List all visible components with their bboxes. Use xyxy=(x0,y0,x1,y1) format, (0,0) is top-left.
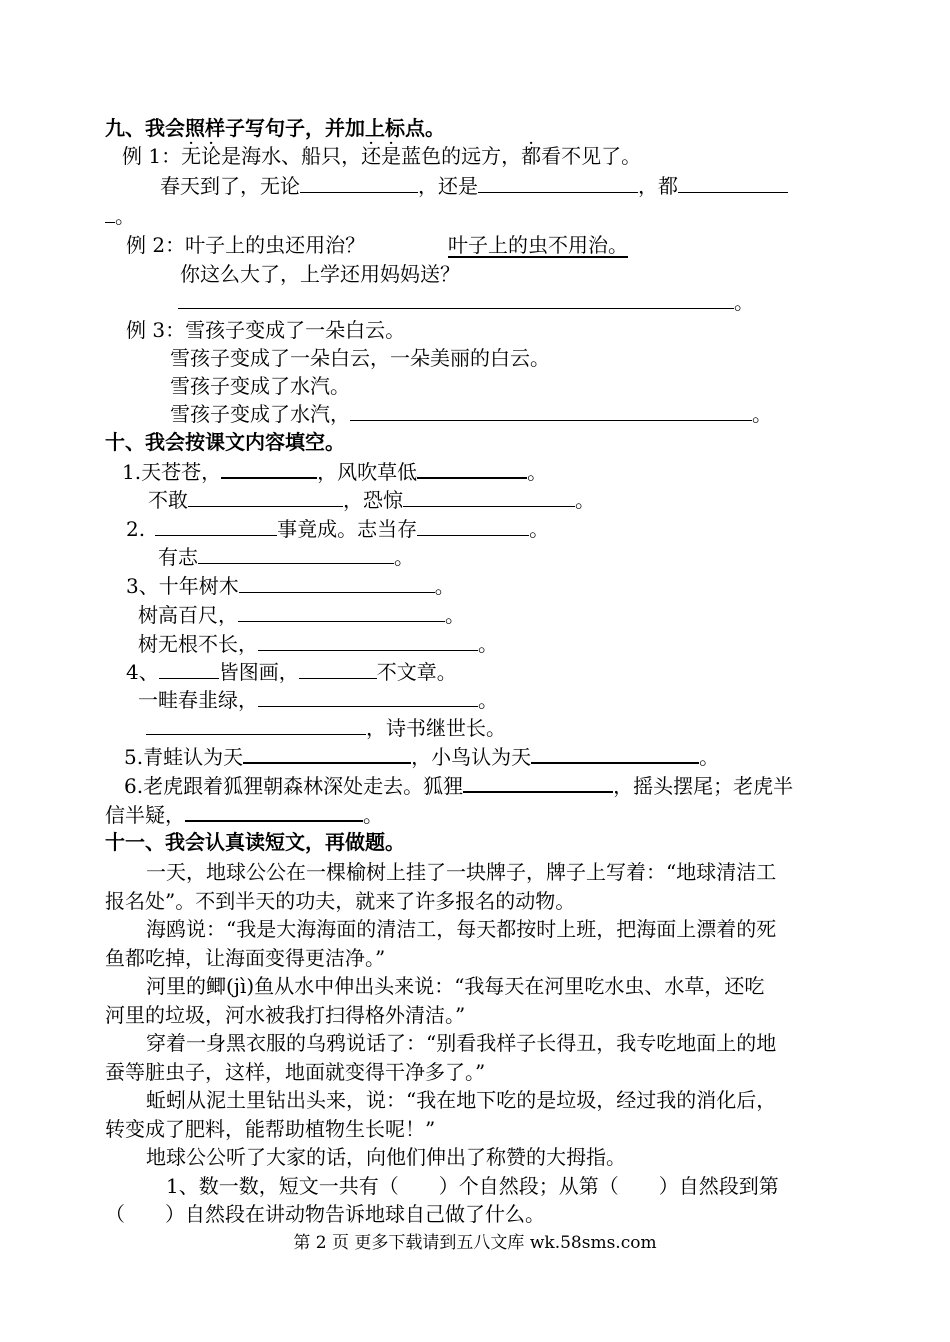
section-11-title: 十一、我会认真读短文，再做题。 xyxy=(105,830,405,854)
fill-line-2: 不敢 ，恐惊 。 xyxy=(148,488,595,512)
blank[interactable] xyxy=(299,658,377,679)
blank[interactable] xyxy=(258,630,478,651)
section-9-title: 九、我会照样子写句子，并加上标点。 xyxy=(105,116,445,140)
blank[interactable] xyxy=(531,742,699,764)
fill-line-9: 一畦春韭绿， 。 xyxy=(138,688,498,712)
example-1-practice-end: 。 xyxy=(105,202,135,230)
fill-line-4: 有志 。 xyxy=(158,545,414,569)
passage-line: 一天，地球公公在一棵榆树上挂了一块牌子，牌子上写着：“地球清洁工 xyxy=(146,860,777,884)
passage-line: 河里的鲫(jì)鱼从水中伸出头来说：“我每天在河里吃水虫、水草，还吃 xyxy=(146,974,765,998)
passage-line: 鱼都吃掉，让海面变得更洁净。” xyxy=(105,946,386,970)
passage-line: 海鸥说：“我是大海海面的清洁工，每天都按时上班，把海面上漂着的死 xyxy=(146,917,777,941)
fill-line-10: ，诗书继世长。 xyxy=(146,714,506,742)
question-1-line: 1、数一数，短文一共有（ ）个自然段；从第（ ）自然段到第 xyxy=(166,1174,779,1198)
blank[interactable] xyxy=(350,400,752,421)
example-2-answer: 叶子上的虫不用治。 xyxy=(448,233,628,257)
example-1-practice: 春天到了，无论 ，还是 ，都 xyxy=(160,172,788,200)
example-3-label: 例 3：雪孩子变成了一朵白云。 xyxy=(126,318,406,342)
blank[interactable] xyxy=(403,486,575,507)
blank[interactable] xyxy=(185,800,363,822)
blank[interactable] xyxy=(463,771,613,793)
fill-line-12: 6.老虎跟着狐狸朝森林深处走去。狐狸 ，摇头摆尾；老虎半 xyxy=(124,771,793,800)
blank[interactable] xyxy=(243,742,411,764)
blank[interactable] xyxy=(155,515,277,536)
blank[interactable] xyxy=(159,658,219,679)
passage-line: 穿着一身黑衣服的乌鸦说话了：“别看我样子长得丑，我专吃地面上的地 xyxy=(146,1031,777,1055)
fill-line-5: 3、十年树木 。 xyxy=(126,574,455,598)
passage-line: 蚕等脏虫子，这样，地面就变得干净多了。” xyxy=(105,1060,486,1084)
blank[interactable] xyxy=(678,172,788,193)
blank[interactable] xyxy=(238,601,445,622)
fill-line-13: 信半疑， 。 xyxy=(105,800,383,829)
blank[interactable] xyxy=(417,457,527,479)
blank[interactable] xyxy=(478,172,638,193)
fill-line-3: 2. 事竟成。志当存 。 xyxy=(126,517,550,541)
passage-line: 河里的垃圾，河水被我打扫得格外清洁。” xyxy=(105,1003,466,1027)
passage-line: 地球公公听了大家的话，向他们伸出了称赞的大拇指。 xyxy=(146,1145,626,1169)
fill-line-1: 1.天苍苍， ，风吹草低 。 xyxy=(122,457,547,486)
page-footer: 第 2 页 更多下载请到五八文库 wk.58sms.com xyxy=(293,1233,657,1253)
blank[interactable] xyxy=(417,515,529,536)
blank[interactable] xyxy=(239,572,435,593)
example-2-label: 例 2：叶子上的虫还用治？ xyxy=(126,233,366,257)
blank[interactable] xyxy=(300,172,418,193)
blank[interactable] xyxy=(146,714,366,735)
blank[interactable] xyxy=(105,202,115,223)
example-2-answer-line: 。 xyxy=(178,288,754,316)
blank[interactable] xyxy=(178,288,734,309)
blank[interactable] xyxy=(221,457,317,479)
fill-line-11: 5.青蛙认为天 ，小鸟认为天 。 xyxy=(124,742,719,771)
passage-line: 转变成了肥料，能帮助植物生长呢！” xyxy=(105,1117,436,1141)
passage-line: 报名处”。不到半天的功夫，就来了许多报名的动物。 xyxy=(105,889,576,913)
fill-line-8: 4、 皆图画， 不文章。 xyxy=(126,660,457,684)
example-2-question: 你这么大了，上学还用妈妈送？ xyxy=(180,262,460,286)
example-1-sentence: 例 1：无论是海水、船只，还是蓝色的远方，都看不见了。 xyxy=(122,144,642,168)
example-3-sample: 雪孩子变成了一朵白云，一朵美丽的白云。 xyxy=(170,346,550,370)
fill-line-6: 树高百尺， 。 xyxy=(138,603,465,627)
blank[interactable] xyxy=(258,686,478,707)
example-3-fill: 雪孩子变成了水汽， 。 xyxy=(170,402,772,426)
passage-line: 蚯蚓从泥土里钻出头来，说：“我在地下吃的是垃圾，经过我的消化后， xyxy=(146,1088,777,1112)
section-10-title: 十、我会按课文内容填空。 xyxy=(105,430,345,454)
example-3-prompt: 雪孩子变成了水汽。 xyxy=(170,374,350,398)
question-1-line-2: （ ）自然段在讲动物告诉地球自己做了什么。 xyxy=(105,1202,545,1226)
blank[interactable] xyxy=(188,486,343,507)
blank[interactable] xyxy=(198,543,394,564)
fill-line-7: 树无根不长， 。 xyxy=(138,632,498,656)
